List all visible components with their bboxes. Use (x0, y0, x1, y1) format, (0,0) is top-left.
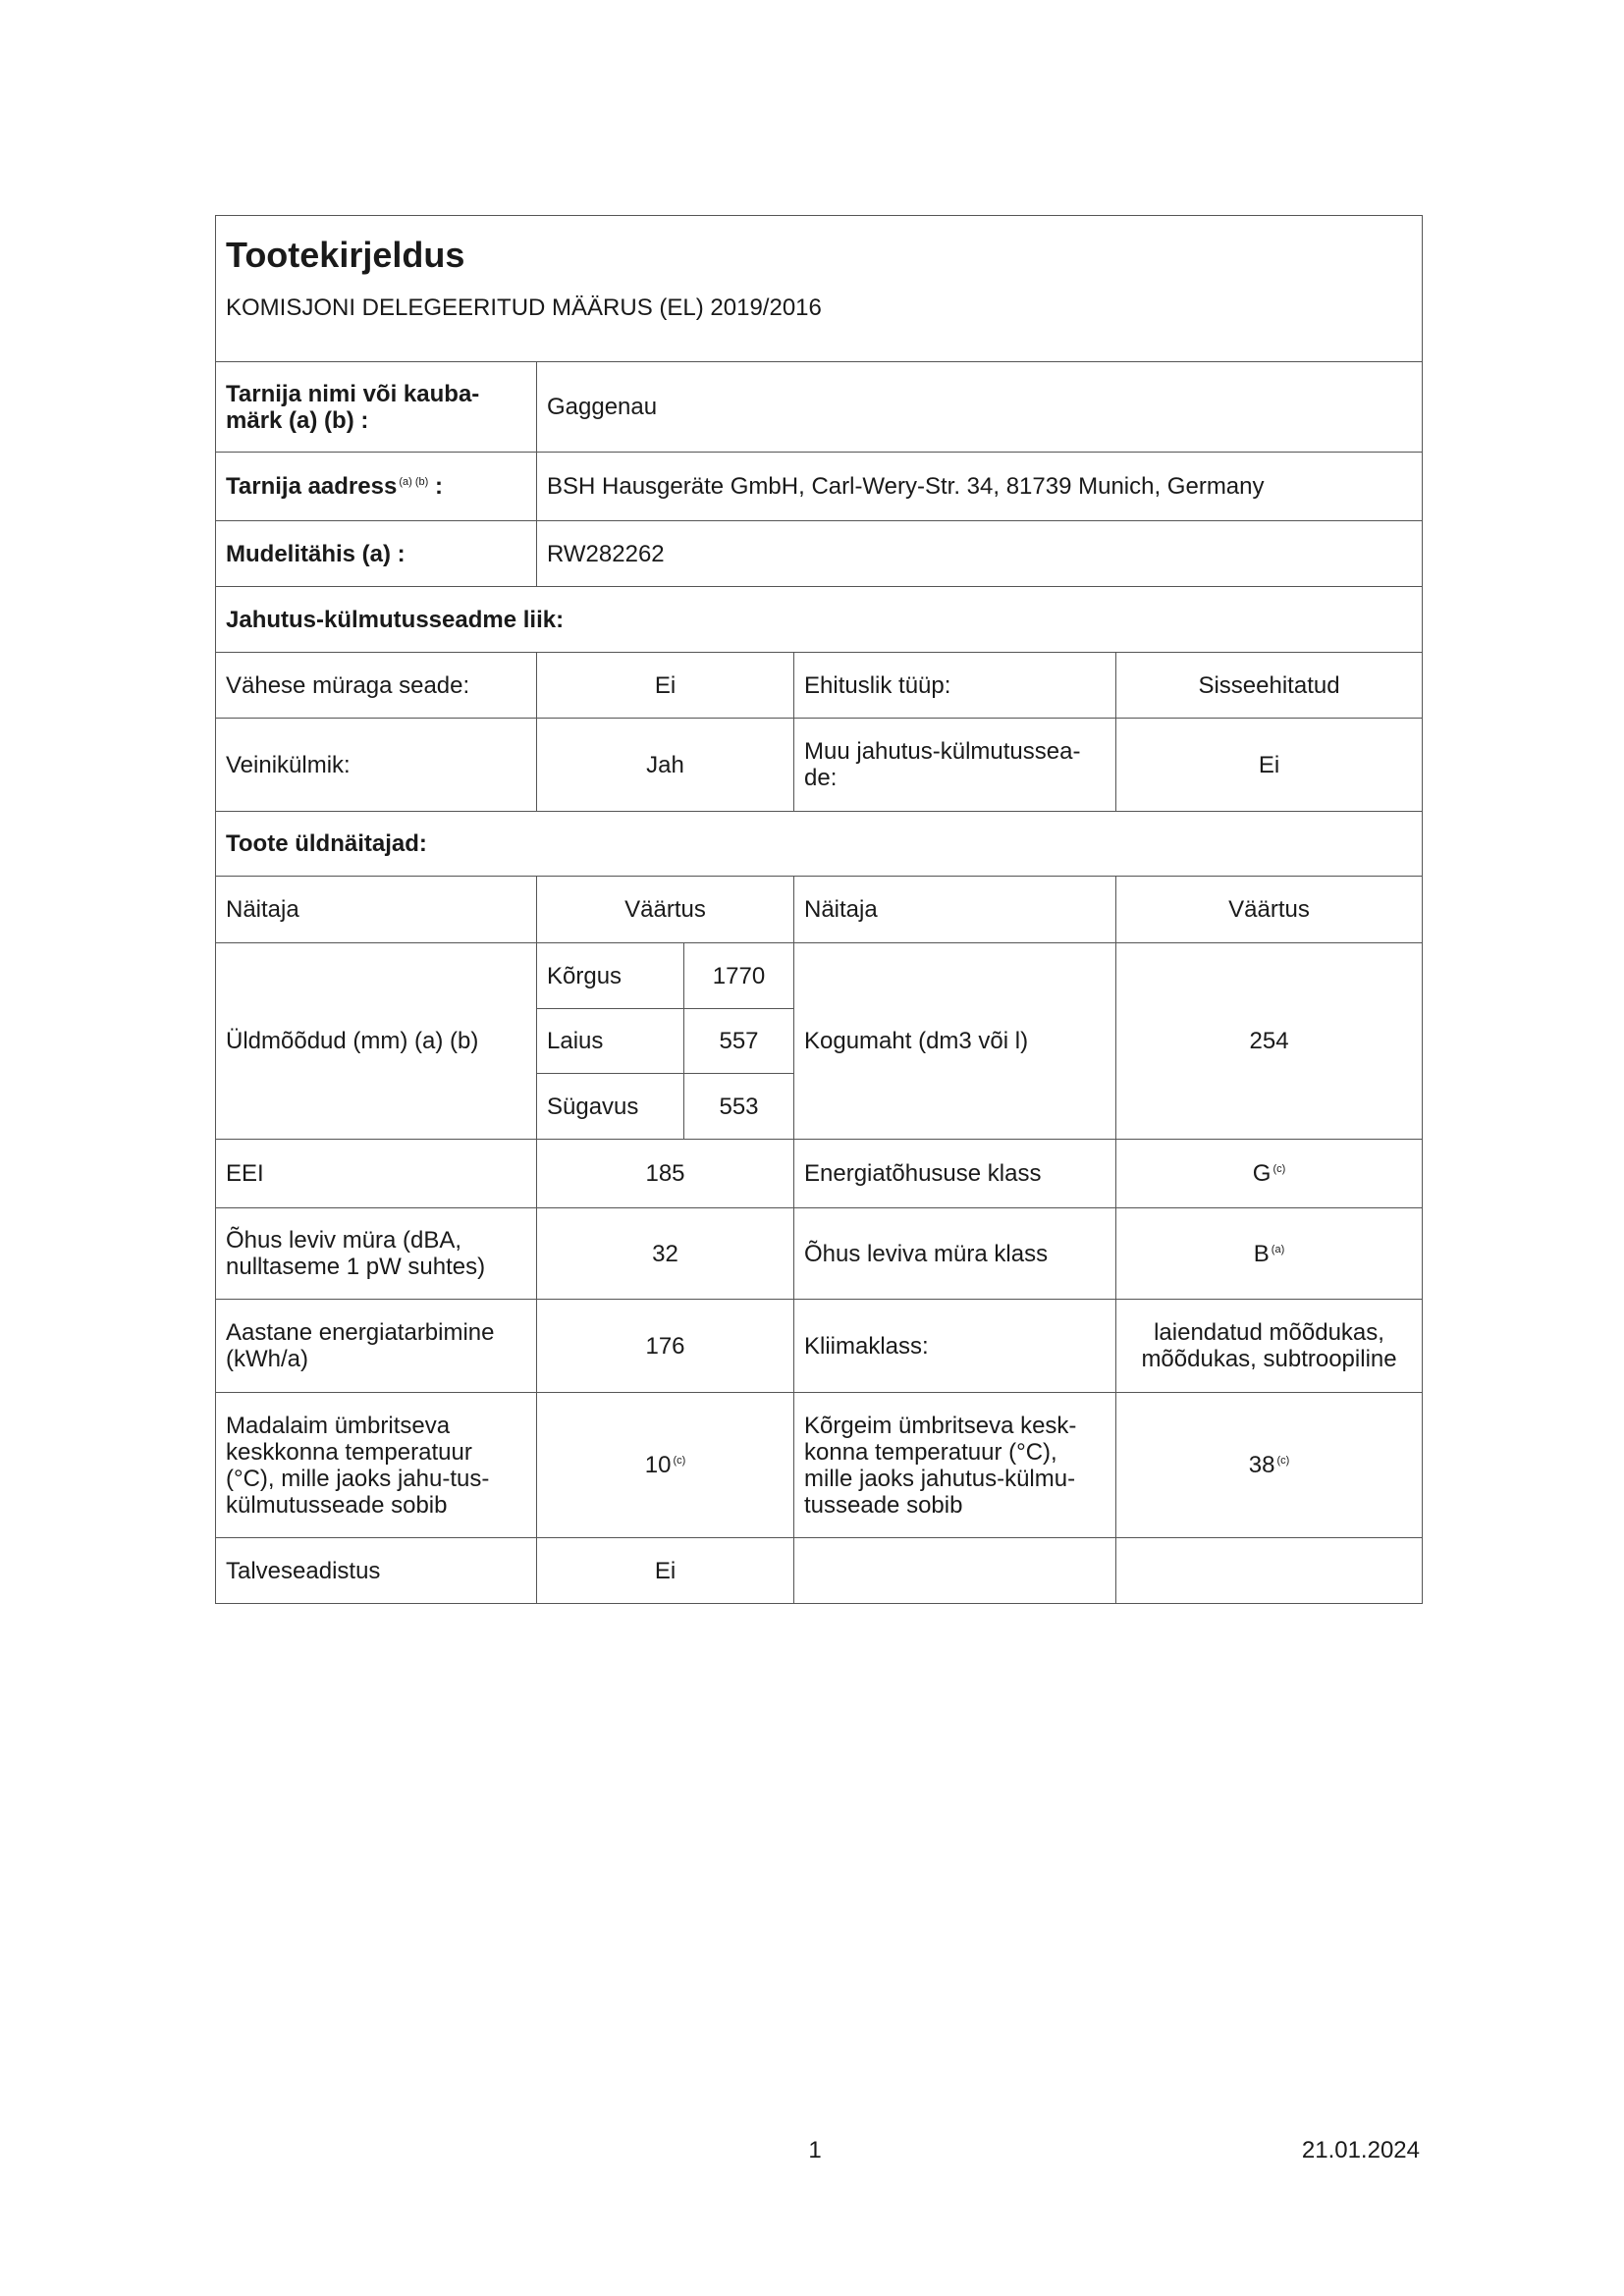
energy-class-value: G $^{(c)}$ (1116, 1140, 1423, 1208)
height-label: Kõrgus (537, 943, 684, 1009)
low-noise-label: Vähese müraga seade: (216, 653, 537, 719)
page-title: Tootekirjeldus (226, 235, 465, 275)
noise-value: 32 (537, 1208, 794, 1300)
max-temp-value: 38 $^{(c)}$ (1116, 1393, 1423, 1538)
wine-cooler-label: Veinikülmik: (216, 719, 537, 812)
empty-cell (794, 1538, 1116, 1604)
supplier-address-label: Tarnija aadress $^{(a) (b)}$ : (216, 453, 537, 521)
energy-class-label: Energiatõhususe klass (794, 1140, 1116, 1208)
other-appliance-label: Muu jahutus-külmutussea-de: (794, 719, 1116, 812)
depth-value: 553 (684, 1074, 794, 1140)
eei-row (216, 1140, 1423, 1208)
noise-label: Õhus leviv müra (dBA, nulltaseme 1 pW suhtes) (216, 1208, 537, 1300)
supplier-address-value: BSH Hausgeräte GmbH, Carl-Wery-Str. 34, 81739 Munich, Germany (537, 453, 1423, 521)
model-row (216, 521, 1423, 587)
eei-label: EEI (216, 1140, 537, 1208)
depth-label: Sügavus (537, 1074, 684, 1140)
supplier-name-value: Gaggenau (537, 362, 1423, 453)
column-header-row (216, 877, 1423, 943)
dimensions-label: Üldmõõdud (mm) (a) (b) (216, 943, 537, 1140)
noise-row (216, 1208, 1423, 1300)
model-label: Mudelitähis (a) : (216, 521, 537, 587)
page-number: 1 (808, 2137, 822, 2163)
eei-value: 185 (537, 1140, 794, 1208)
title-cell (216, 216, 1423, 362)
wine-row (216, 719, 1423, 812)
wine-cooler-value: Jah (537, 719, 794, 812)
product-info-sheet (215, 215, 1423, 1604)
min-temp-value: 10 $^{(c)}$ (537, 1393, 794, 1538)
volume-label: Kogumaht (dm3 või l) (794, 943, 1116, 1140)
winter-row (216, 1538, 1423, 1604)
column-header-param-2: Näitaja (794, 877, 1116, 943)
empty-cell (1116, 1538, 1423, 1604)
ambient-temp-row (216, 1393, 1423, 1538)
winter-label: Talveseadistus (216, 1538, 537, 1604)
model-value: RW282262 (537, 521, 1423, 587)
climate-class-label: Kliimaklass: (794, 1300, 1116, 1393)
supplier-name-label: Tarnija nimi või kauba-märk (a) (b) : (216, 362, 537, 453)
column-header-value-2: Väärtus (1116, 877, 1423, 943)
general-heading: Toote üldnäitajad: (216, 812, 1423, 877)
height-value: 1770 (684, 943, 794, 1009)
dimensions-row-height (216, 943, 1423, 1009)
winter-value: Ei (537, 1538, 794, 1604)
type-heading: Jahutus-külmutusseadme liik: (216, 587, 1423, 653)
annual-energy-value: 176 (537, 1300, 794, 1393)
annual-energy-label: Aastane energiatarbimine (kWh/a) (216, 1300, 537, 1393)
noise-class-value: B $^{(a)}$ (1116, 1208, 1423, 1300)
design-type-value: Sisseehitatud (1116, 653, 1423, 719)
regulation-text: KOMISJONI DELEGEERITUD MÄÄRUS (EL) 2019/2016 (226, 294, 822, 321)
supplier-name-row (216, 362, 1423, 453)
width-label: Laius (537, 1009, 684, 1074)
column-header-value: Väärtus (537, 877, 794, 943)
annual-energy-row (216, 1300, 1423, 1393)
noise-class-label: Õhus leviva müra klass (794, 1208, 1116, 1300)
general-heading-row (216, 812, 1423, 877)
low-noise-value: Ei (537, 653, 794, 719)
document-date: 21.01.2024 (1301, 2137, 1420, 2163)
max-temp-label: Kõrgeim ümbritseva kesk-konna temperatuur (°C), mille jaoks jahutus-külmu-tusseade sobib (794, 1393, 1116, 1538)
min-temp-label: Madalaim ümbritseva keskkonna temperatuur (°C), mille jaoks jahu-tus-külmutusseade sobib (216, 1393, 537, 1538)
title-row (216, 216, 1423, 362)
type-heading-row (216, 587, 1423, 653)
volume-value: 254 (1116, 943, 1423, 1140)
climate-class-value: laiendatud mõõdukas, mõõdukas, subtroopiline (1116, 1300, 1423, 1393)
supplier-address-row (216, 453, 1423, 521)
width-value: 557 (684, 1009, 794, 1074)
design-type-label: Ehituslik tüüp: (794, 653, 1116, 719)
column-header-param: Näitaja (216, 877, 537, 943)
low-noise-row (216, 653, 1423, 719)
other-appliance-value: Ei (1116, 719, 1423, 812)
